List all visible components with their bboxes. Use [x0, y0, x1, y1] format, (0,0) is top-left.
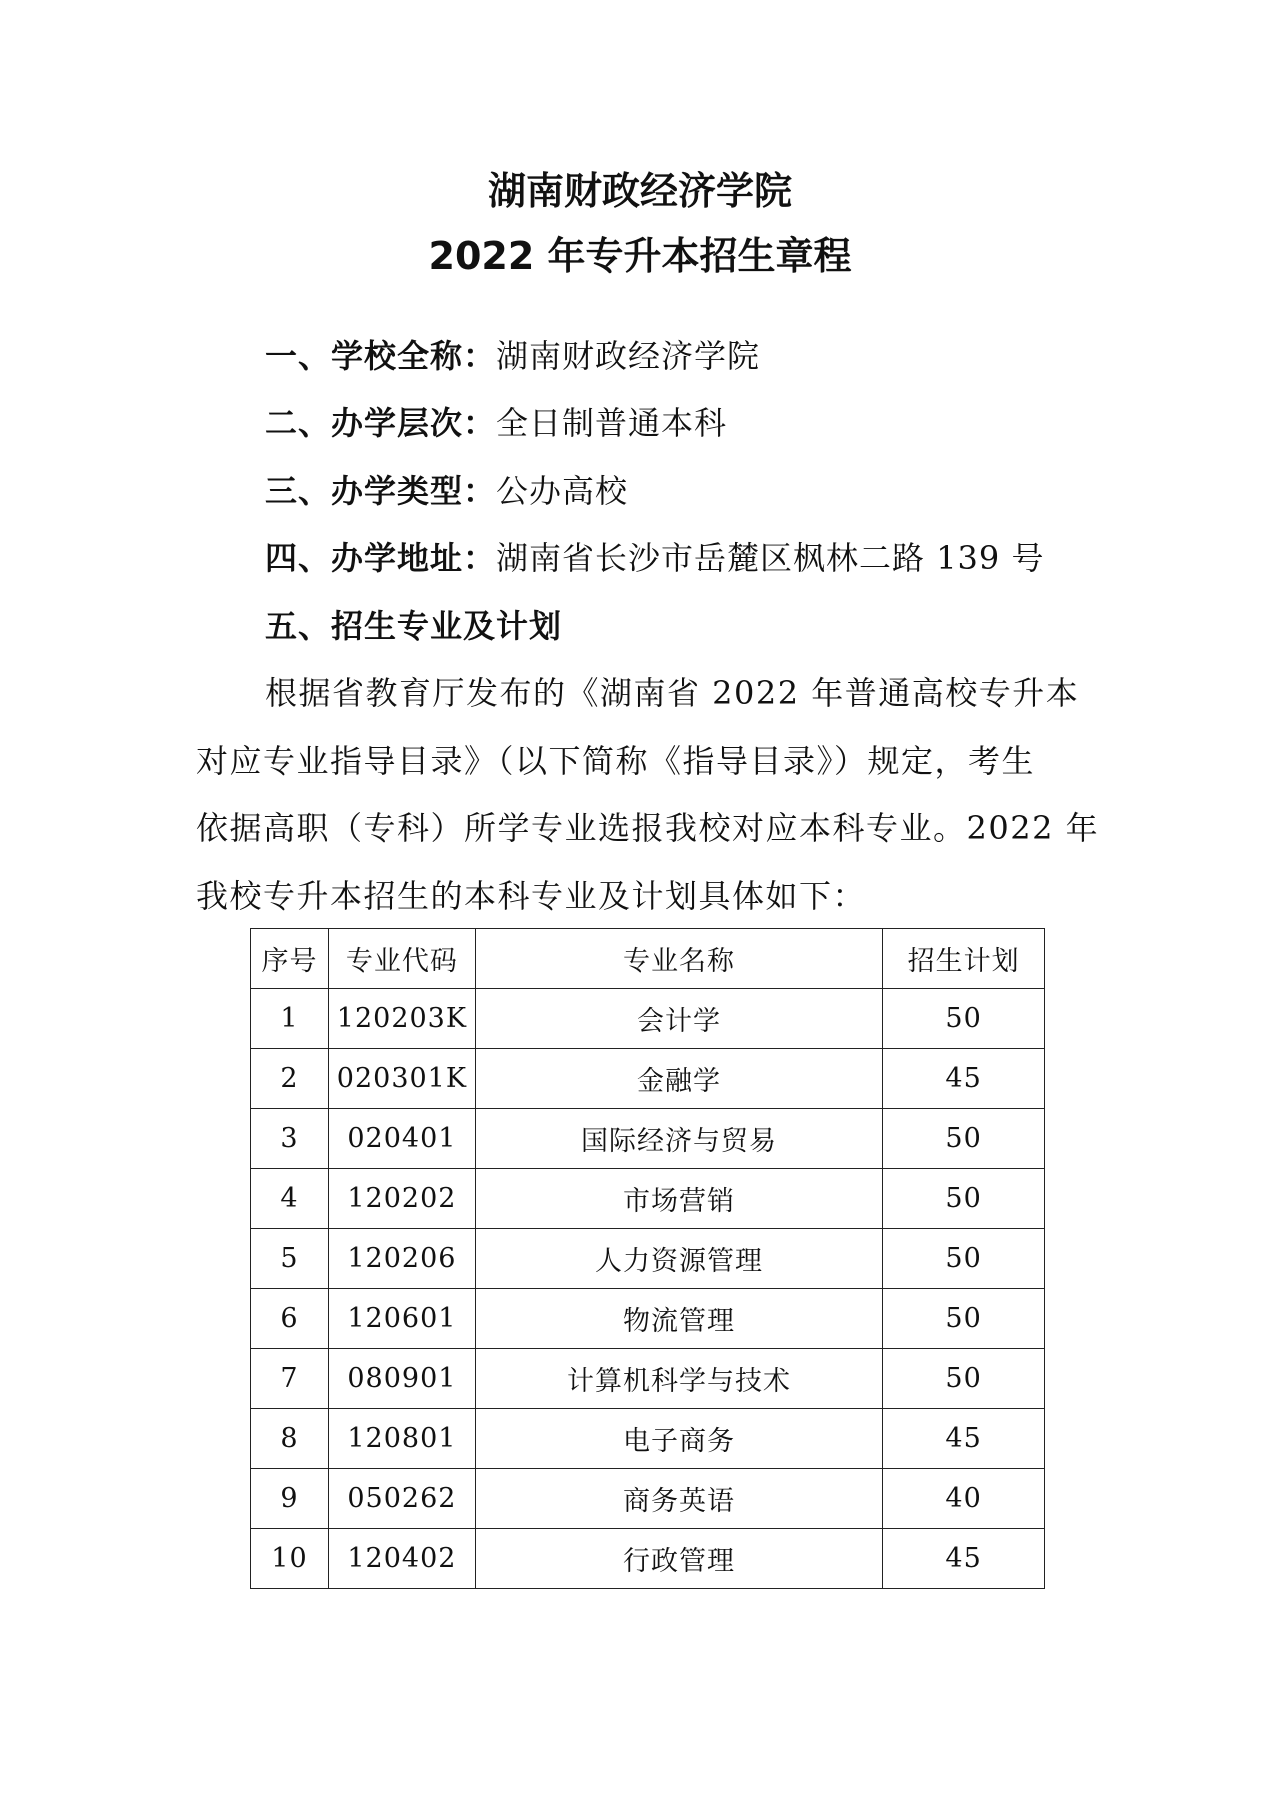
cell-major-name: 人力资源管理	[475, 1229, 882, 1289]
cell-major-code: 120203K	[328, 989, 475, 1049]
cell-index: 5	[251, 1229, 329, 1289]
cell-plan-count: 50	[883, 1109, 1045, 1169]
cell-major-code: 120402	[328, 1529, 475, 1589]
cell-index: 2	[251, 1049, 329, 1109]
info-label: 二、办学层次：	[265, 404, 497, 442]
info-education-level	[265, 403, 727, 443]
table-row	[251, 1529, 1045, 1589]
table-row	[251, 989, 1045, 1049]
info-label: 四、办学地址：	[265, 539, 497, 577]
document-subtitle: 2022 年专升本招生章程	[428, 234, 852, 278]
table-row	[251, 1409, 1045, 1469]
info-label: 三、办学类型：	[265, 472, 497, 510]
cell-index: 7	[251, 1349, 329, 1409]
cell-major-name: 行政管理	[475, 1529, 882, 1589]
cell-index: 8	[251, 1409, 329, 1469]
cell-major-code: 050262	[328, 1469, 475, 1529]
cell-index: 4	[251, 1169, 329, 1229]
table-row	[251, 1349, 1045, 1409]
cell-plan-count: 50	[883, 1349, 1045, 1409]
cell-plan-count: 45	[883, 1049, 1045, 1109]
cell-major-name: 计算机科学与技术	[475, 1349, 882, 1409]
cell-major-name: 物流管理	[475, 1289, 882, 1349]
table-row	[251, 1289, 1045, 1349]
cell-major-code: 120206	[328, 1229, 475, 1289]
cell-major-code: 120601	[328, 1289, 475, 1349]
cell-major-name: 电子商务	[475, 1409, 882, 1469]
paragraph-line: 根据省教育厅发布的《湖南省 2022 年普通高校专升本	[265, 674, 1080, 712]
info-label: 五、招生专业及计划	[265, 607, 563, 645]
table-row	[251, 1109, 1045, 1169]
cell-major-name: 国际经济与贸易	[475, 1109, 882, 1169]
document-title: 湖南财政经济学院	[487, 169, 792, 213]
cell-index: 3	[251, 1109, 329, 1169]
paragraph-line: 依据高职（专科）所学专业选报我校对应本科专业。2022 年	[196, 809, 1100, 847]
cell-plan-count: 50	[883, 1229, 1045, 1289]
cell-plan-count: 45	[883, 1529, 1045, 1589]
enrollment-plan-table	[250, 928, 1045, 1589]
info-value: 湖南省长沙市岳麓区枫林二路 139 号	[496, 539, 1045, 577]
info-value: 公办高校	[496, 472, 629, 510]
header-index: 序号	[251, 929, 329, 989]
cell-index: 10	[251, 1529, 329, 1589]
cell-plan-count: 45	[883, 1409, 1045, 1469]
header-plan-count: 招生计划	[883, 929, 1045, 989]
info-school-name	[265, 336, 760, 376]
info-address	[265, 538, 1044, 578]
paragraph-line: 我校专升本招生的本科专业及计划具体如下：	[196, 877, 867, 915]
info-label: 一、学校全称：	[265, 337, 497, 375]
header-major-name: 专业名称	[475, 929, 882, 989]
info-enrollment-plan-heading	[265, 606, 562, 646]
cell-plan-count: 50	[883, 989, 1045, 1049]
header-major-code: 专业代码	[328, 929, 475, 989]
cell-plan-count: 40	[883, 1469, 1045, 1529]
info-school-type	[265, 471, 628, 511]
cell-major-code: 120202	[328, 1169, 475, 1229]
cell-major-code: 020401	[328, 1109, 475, 1169]
table-row	[251, 1049, 1045, 1109]
cell-index: 9	[251, 1469, 329, 1529]
cell-plan-count: 50	[883, 1169, 1045, 1229]
cell-major-code: 080901	[328, 1349, 475, 1409]
cell-major-name: 会计学	[475, 989, 882, 1049]
cell-plan-count: 50	[883, 1289, 1045, 1349]
table-row	[251, 1469, 1045, 1529]
table-row	[251, 1169, 1045, 1229]
cell-major-name: 市场营销	[475, 1169, 882, 1229]
info-value: 湖南财政经济学院	[496, 337, 761, 375]
cell-major-name: 金融学	[475, 1049, 882, 1109]
cell-major-code: 120801	[328, 1409, 475, 1469]
cell-major-code: 020301K	[328, 1049, 475, 1109]
paragraph-line: 对应专业指导目录》（以下简称《指导目录》）规定，考生	[196, 742, 1036, 780]
table-header-row	[251, 929, 1045, 989]
cell-index: 6	[251, 1289, 329, 1349]
cell-major-name: 商务英语	[475, 1469, 882, 1529]
info-value: 全日制普通本科	[496, 404, 728, 442]
cell-index: 1	[251, 989, 329, 1049]
table-row	[251, 1229, 1045, 1289]
